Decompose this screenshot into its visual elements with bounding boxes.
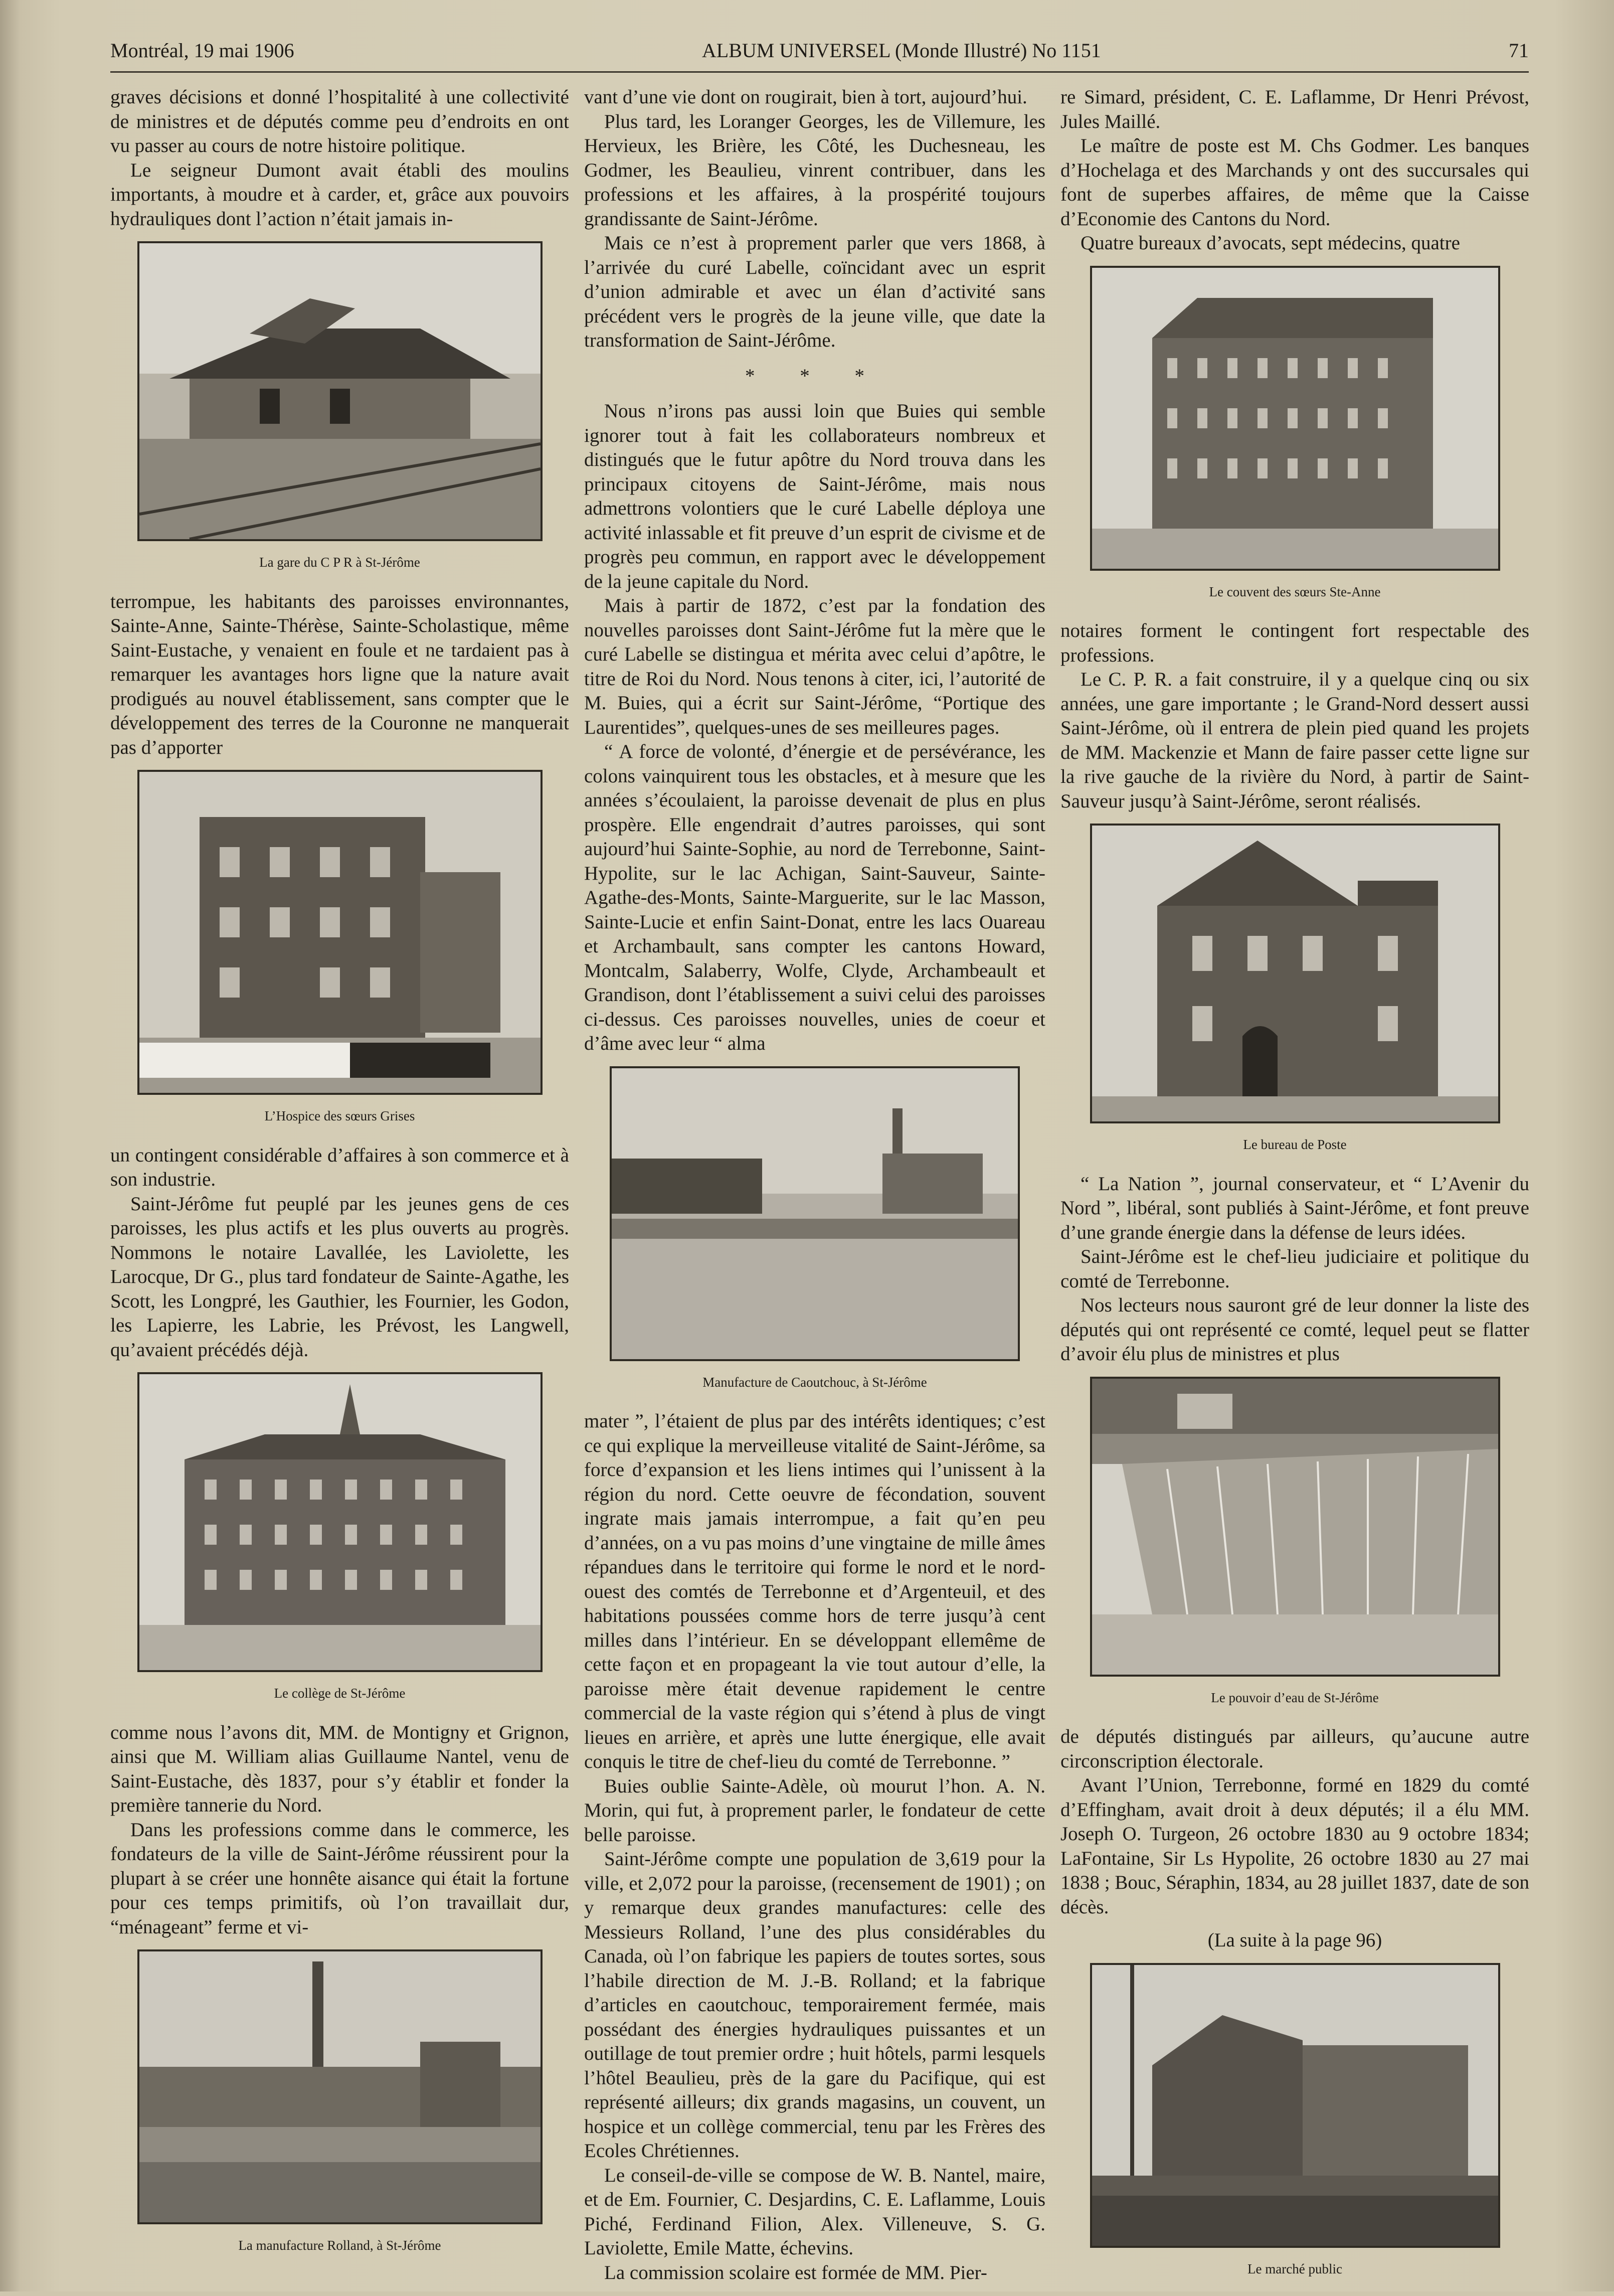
paragraph: comme nous l’avons dit, MM. de Montigny et Grignon, ainsi que M. William alias Guillaume Nantel, venu de Saint-Eustache, dès 1837, pour s’y établir et fonder la première tannerie du Nord. [110,1721,569,1816]
paragraph: de députés distingués par ailleurs, qu’aucune autre circonscription électorale. [1060,1726,1529,1772]
caption: Le pouvoir d’eau de St-Jérôme [1211,1690,1379,1705]
paragraph: Nous n’irons pas aussi loin que Buies qui semble ignorer tout à fait les collaborateurs nombreux et distingués que le futur apôtre du Nord trouva dans les principaux citoyens de Saint-Jérôme, mais nous admettrons volontiers que le curé Labelle déploya une activité inlassable et fit preuve d’un esprit de civisme et de progrès peu commun, en rapport avec le développement de la jeune capitale du Nord. [584,400,1045,592]
paragraph: Le maître de poste est M. Chs Godmer. Les banques d’Hochelaga et des Marchands y ont des succursales qui font de superbes affaires, de même que la Caisse d’Economie des Cantons du Nord. [1060,135,1529,230]
photo-rubber-factory [610,1066,1020,1361]
figure-convent [1060,266,1529,604]
paragraph: terrompue, les habitants des paroisses environnantes, Sainte-Anne, Sainte-Thérèse, Sainte-Scholastique, même Saint-Eustache, y venaient en foule et ne tardaient pas à remarquer les avantages hors ligne que la nature avait prodigués au nouvel établissement, sans compter que le développement des terres de la Couronne ne manquerait pas d’apporter [110,590,569,758]
figure-rubber-factory [584,1066,1045,1395]
caption: Manufacture de Caoutchouc, à St-Jérôme [702,1374,927,1390]
paragraph: Le C. P. R. a fait construire, il y a quelque cinq ou six années, une gare importante ; le Grand-Nord dessert aussi Saint-Jérôme, où il entrera de plein pied quand les projets de MM. Mackenzie et Mann de faire passer cette ligne sur la rive gauche de la rivière du Nord, à partir de Saint-Sauveur jusqu’à Saint-Jérôme, seront réalisés. [1060,669,1529,812]
column-3 [1060,85,1529,2296]
paragraph: notaires forment le contingent fort respectable des professions. [1060,620,1529,666]
paragraph: “ A force de volonté, d’énergie et de persévérance, les colons vainquirent tous les obstacles, et à mesure que les années s’écoulaient, la paroisse devenait de plus en plus prospère. Elle engendrait d’autres paroisses, qui sont aujourd’hui Sainte-Sophie, au nord de Terrebonne, Saint-Hypolite, sur le lac Achigan, Saint-Sauveur, Sainte-Agathe-des-Monts, Sainte-Marguerite, sur le lac Masson, Sainte-Lucie et enfin Saint-Donat, entre les lacs Ouareau et Archambault, sans compter les cantons Howard, Montcalm, Salaberry, Wolfe, Clyde, Archambeault et Grandison, dont l’établissement a suivi celui des paroisses ci-dessus. Ces paroisses nouvelles, unies de coeur et d’âme avec leur “ alma [584,741,1045,1054]
column-1 [110,85,569,2273]
paragraph: Mais ce n’est à proprement parler que vers 1868, à l’arrivée du curé Labelle, coïncidant avec un esprit d’union admirable et avec un élan d’activité sans précédent vers le progrès de la jeune ville, que date la transformation de Saint-Jérôme. [584,232,1045,351]
header-rule [110,71,1529,73]
section-break: * * * [745,365,884,387]
paragraph: Mais à partir de 1872, c’est par la fondation des nouvelles paroisses dont Saint-Jérôme fut la mère que le curé Labelle se distingua et mérita avec celui d’apôtre, le titre de Roi du Nord. Nous tenons à citer, ici, l’autorité de M. Buies, qui a écrit sur Saint-Jérôme, “Portique des Laurentides”, quelques-unes de ses meilleures pages. [584,595,1045,738]
figure-hospice [110,770,569,1128]
photo-convent [1090,266,1500,571]
paragraph: Buies oublie Sainte-Adèle, où mourut l’hon. A. N. Morin, qui fut, à proprement parler, le fondateur de cette belle paroisse. [584,1775,1045,1846]
paragraph: Plus tard, les Loranger Georges, les de Villemure, les Hervieux, les Brière, les Côté, les Duchesneau, les Godmer, les Beaulieu, vinrent contribuer, dans les professions et les affaires, à la prospérité toujours grandissante de Saint-Jérôme. [584,110,1045,230]
column-2 [584,85,1045,2285]
paragraph: Saint-Jérôme est le chef-lieu judiciaire et politique du comté de Terrebonne. [1060,1246,1529,1292]
figure-rolland-factory [110,1949,569,2258]
paragraph: Nos lecteurs nous sauront gré de leur donner la liste des députés qui ont représenté ce comté, lequel peut se flatter d’avoir élu plus de ministres et plus [1060,1294,1529,1365]
header-date: Montréal, 19 mai 1906 [110,39,294,62]
photo-train-station [137,241,543,541]
paragraph: La commission scolaire est formée de MM. Pier- [604,2261,987,2283]
figure-public-market [1060,1963,1529,2281]
caption: Le collège de St-Jérôme [274,1686,406,1701]
paragraph: Avant l’Union, Terrebonne, formé en 1829 du comté d’Effingham, avait droit à deux députés; il a élu MM. Joseph O. Turgeon, 26 octobre 1830 au 9 octobre 1834; LaFontaine, Sir Ls Hypolite, 26 octobre 1830 au 27 mai 1838 ; Bouc, Séraphin, 1834, au 28 juillet 1837, date de son décès. [1060,1774,1529,1918]
figure-water-power [1060,1377,1529,1710]
paragraph: Saint-Jérôme compte une population de 3,619 pour la ville, et 2,072 pour la paroisse, (recensement de 1901) ; on y remarque deux grandes manufactures: celle des Messieurs Rolland, l’une des plus considérables du Canada, où l’on fabrique les papiers de toutes sortes, sous l’habile direction de M. J.-B. Rolland; et la fabrique d’articles en caoutchouc, temporairement fermée, mais possédant des énergies hydrauliques puissantes et un outillage de tout premier ordre ; huit hôtels, parmi lesquels l’hôtel Beaulieu, près de la gare du Pacifique, qui est représenté ailleurs; dix grands magasins, un couvent, un hospice et un collège commercial, tenu par les Frères des Ecoles Chrétiennes. [584,1848,1045,2162]
caption: Le bureau de Poste [1243,1137,1347,1152]
photo-post-office [1090,824,1500,1123]
paragraph: Quatre bureaux d’avocats, sept médecins, quatre [1081,232,1460,254]
page-header [110,35,1529,65]
paragraph: “ La Nation ”, journal conservateur, et “ L’Avenir du Nord ”, libéral, sont publiés à Saint-Jérôme, et font preuve d’une grande énergie dans la défense de leurs idées. [1060,1173,1529,1243]
caption: La manufacture Rolland, à St-Jérôme [238,2238,441,2253]
page-number: 71 [1508,39,1529,62]
continuation-note: (La suite à la page 96) [1207,1929,1382,1951]
figure-college [110,1372,569,1706]
photo-college [137,1372,543,1672]
figure-post-office [1060,824,1529,1157]
caption: L’Hospice des sœurs Grises [264,1108,415,1123]
paragraph: mater ”, l’étaient de plus par des intérêts identiques; c’est ce qui explique la merveilleuse vitalité de Saint-Jérôme, sa force d’expansion et les liens intimes qui l’unissent à la région du nord. Cette oeuvre de fécondation, souvent ingrate mais jamais interrompue, a fait qu’en peu d’années, on a vu pas moins d’une vingtaine de mille âmes répandues dans le territoire qui forme le nord et le nord-ouest des comtés de Terrebonne et d’Argenteuil, et des habitations poussées comme hors de terre jusqu’à cent milles dans l’intérieur. En se développant ellemême de cette façon et en propageant la vie tout autour d’elle, la paroisse mère était devenue rapidement le centre commercial de la vaste région qui s’étend à plus de vingt lieues en arrière, et après une lutte énergique, elle avait conquis le titre de chef-lieu du comté de Terrebonne. ” [584,1410,1045,1772]
paragraph: vant d’une vie dont on rougirait, bien à tort, aujourd’hui. [584,86,1027,108]
figure-train-station [110,241,569,575]
caption: Le couvent des sœurs Ste-Anne [1209,584,1381,599]
photo-hospice [137,770,543,1095]
paragraph: Le seigneur Dumont avait établi des moulins importants, à moudre et à carder, et, grâce aux pouvoirs hydrauliques dont l’action n’était jamais in- [110,159,569,230]
photo-rolland-factory [137,1949,543,2224]
photo-public-market [1090,1963,1500,2248]
header-publication: ALBUM UNIVERSEL (Monde Illustré) No 1151 [701,39,1101,62]
paragraph: re Simard, président, C. E. Laflamme, Dr Henri Prévost, Jules Maillé. [1060,86,1529,132]
paragraph: Saint-Jérôme fut peuplé par les jeunes gens de ces paroisses, les plus actifs et les plus ouverts au progrès. Nommons le notaire Lavallée, les Laviolette, les Larocque, Dr G., plus tard fondateur de Sainte-Agathe, les Scott, les Longpré, les Gauthier, les Fournier, les Godon, les Lapierre, les Labrie, les Prévost, les Langwell, qu’avaient précédés déjà. [110,1193,569,1361]
paragraph: Le conseil-de-ville se compose de W. B. Nantel, maire, et de Em. Fournier, C. Desjardins, C. E. Laflamme, Louis Piché, Ferdinand Filion, Alex. Villeneuve, S. G. Laviolette, Emile Matte, échevins. [584,2164,1045,2259]
caption: La gare du C P R à St-Jérôme [259,555,420,570]
caption: Le marché public [1247,2261,1342,2276]
photo-water-power [1090,1377,1500,1677]
paragraph: un contingent considérable d’affaires à son commerce et à son industrie. [110,1144,569,1190]
paragraph: Dans les professions comme dans le commerce, les fondateurs de la ville de Saint-Jérôme réussirent pour la plupart à se créer une honnête aisance qui était la fortune pour ces temps primitifs, où l’on travaillait dur, “ménageant” ferme et vi- [110,1819,569,1938]
paragraph: graves décisions et donné l’hospitalité à une collectivité de ministres et de députés comme peu d’endroits en ont vu passer au cours de notre histoire politique. [110,86,569,156]
